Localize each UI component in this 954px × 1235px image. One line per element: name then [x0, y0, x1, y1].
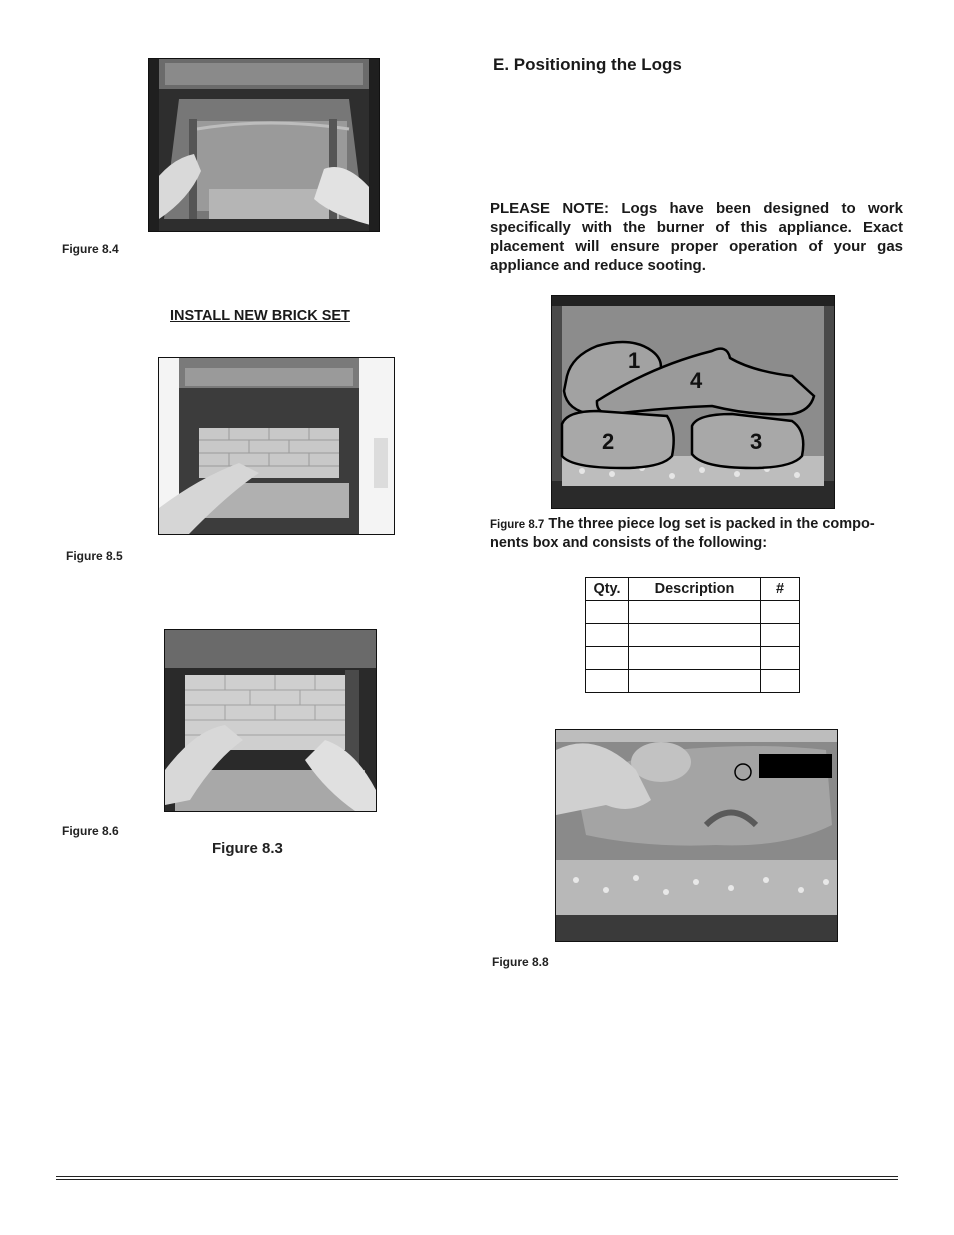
table-row — [586, 647, 800, 670]
figure-8-7-label: Figure 8.7 — [490, 519, 545, 531]
log-number-4: 4 — [690, 368, 703, 393]
log-number-1: 1 — [628, 348, 641, 373]
table-cell — [586, 601, 629, 624]
figure-8-4-photo — [148, 58, 380, 232]
header-description: Description — [629, 578, 761, 601]
figure-8-3-caption: Figure 8.3 — [212, 840, 283, 857]
header-number: # — [761, 578, 800, 601]
table-cell — [629, 647, 761, 670]
footer-rule-bottom — [56, 1179, 898, 1180]
figure-8-8-photo — [555, 729, 838, 942]
table-cell — [629, 670, 761, 693]
figure-8-6-photo — [164, 629, 377, 812]
table-row — [586, 670, 800, 693]
footer-rule-top — [56, 1176, 898, 1177]
table-cell — [761, 624, 800, 647]
figure-8-7-caption — [490, 515, 904, 552]
figure-8-7-photo — [551, 295, 835, 509]
parts-table — [585, 577, 800, 693]
table-cell — [629, 624, 761, 647]
table-cell — [586, 624, 629, 647]
please-note-paragraph: PLEASE NOTE: Logs have been designed to work specifically with the burner of this appliance. Exact placement will ensure proper operation of your gas appliance and reduce sooting. — [490, 200, 903, 274]
section-heading: E. Positioning the Logs — [493, 55, 682, 74]
table-cell — [761, 647, 800, 670]
table-cell — [761, 601, 800, 624]
figure-8-6-caption: Figure 8.6 — [62, 824, 119, 838]
table-row — [586, 601, 800, 624]
table-cell — [586, 647, 629, 670]
log-number-3: 3 — [750, 429, 763, 454]
table-cell — [586, 670, 629, 693]
table-cell — [761, 670, 800, 693]
header-qty: Qty. — [586, 578, 629, 601]
log-number-2: 2 — [602, 429, 615, 454]
figure-8-5-caption: Figure 8.5 — [66, 549, 123, 563]
table-row — [586, 624, 800, 647]
install-brick-heading: INSTALL NEW BRICK SET — [170, 308, 350, 324]
table-header-row — [586, 578, 800, 601]
figure-8-8-caption: Figure 8.8 — [492, 955, 549, 969]
figure-8-4-caption: Figure 8.4 — [62, 242, 119, 256]
table-cell — [629, 601, 761, 624]
figure-8-7-text: The three piece log set is packed in the compo-nents box and consists of the following: — [490, 516, 875, 551]
figure-8-5-photo — [158, 357, 395, 535]
